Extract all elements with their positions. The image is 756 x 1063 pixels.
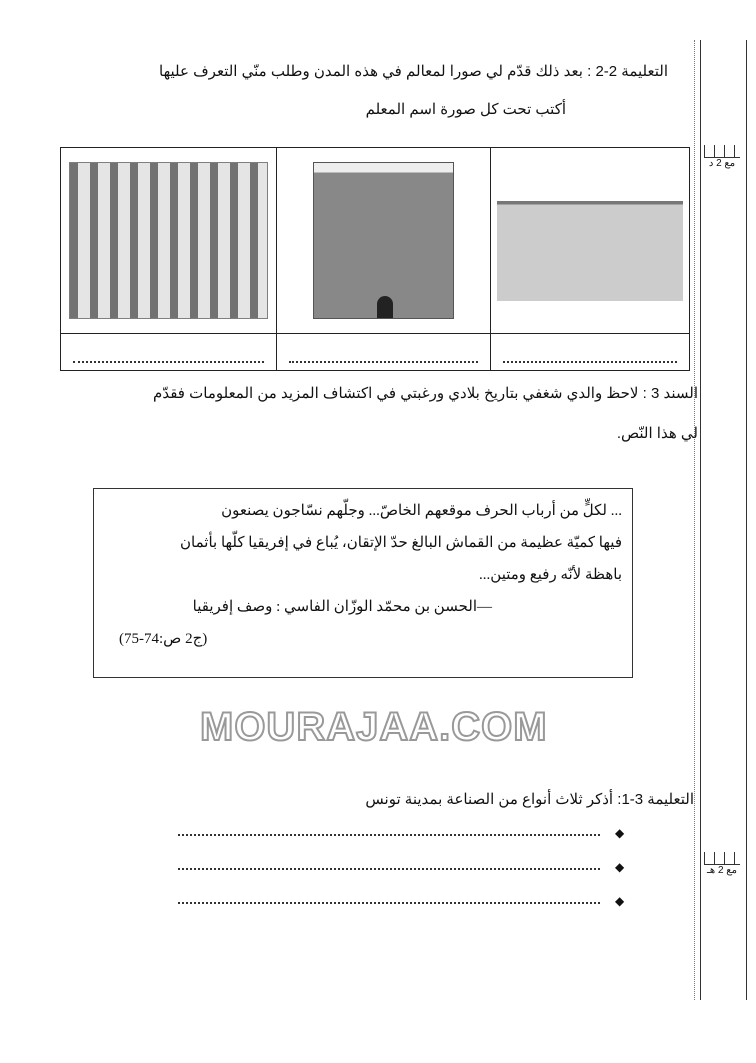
quote-source: —الحسن بن محمّد الوزّان الفاسي : وصف إفريقيا: [192, 599, 492, 615]
margin-dotted-line: [694, 40, 695, 1000]
answer-line[interactable]: [73, 355, 264, 363]
watermark: MOURAJAA.COM: [200, 705, 548, 749]
bullet-icon: ◆: [615, 826, 625, 840]
answer-line[interactable]: [178, 868, 600, 870]
instruction-3-1: التعليمة 3-1: أذكر ثلاث أنواع من الصناعة بمدينة تونس: [365, 791, 694, 808]
arcade-gallery-photo: [69, 162, 268, 319]
score-label: مع 2 هـ: [706, 865, 737, 876]
score-label: مع 2 د: [708, 158, 736, 169]
quote-line: باهظة لأنّه رفيع ومتين...: [479, 567, 622, 583]
answer-line[interactable]: [289, 355, 478, 363]
instruction-2-2-sub: أكتب تحت كل صورة اسم المعلم: [365, 101, 566, 118]
score-box-1: [702, 145, 742, 169]
quote-box: [93, 488, 633, 678]
answer-line[interactable]: [503, 355, 677, 363]
answer-line[interactable]: [178, 834, 600, 836]
quote-line: فيها كميّة عظيمة من القماش البالغ حدّ الإتقان، يُباع في إفريقيا كلّها بأثمان: [180, 535, 622, 551]
bullet-icon: ◆: [615, 860, 625, 874]
sanad-3-line1: السند 3 : لاحظ والدي شغفي بتاريخ بلادي ورغبتي في اكتشاف المزيد من المعلومات فقدّم: [153, 385, 698, 402]
bullet-icon: ◆: [615, 894, 625, 908]
instruction-2-2: التعليمة 2-2 : بعد ذلك قدّم لي صورا لمعالم في هذه المدن وطلب منّي التعرف عليها: [159, 63, 668, 80]
desert-landscape-photo: [497, 176, 683, 301]
answer-line[interactable]: [178, 902, 600, 904]
quote-line: ... لكلٍّ من أرباب الحرف موقعهم الخاصّ... وجلّهم نسّاجون يصنعون: [221, 503, 622, 519]
quote-reference: (ج2 ص:74-75): [119, 631, 208, 647]
sanad-3-line2: لي هذا النّص.: [616, 425, 698, 442]
fortress-tower-photo: [313, 162, 454, 319]
landmark-photos-table: [60, 147, 690, 371]
score-box-2: [702, 852, 742, 876]
